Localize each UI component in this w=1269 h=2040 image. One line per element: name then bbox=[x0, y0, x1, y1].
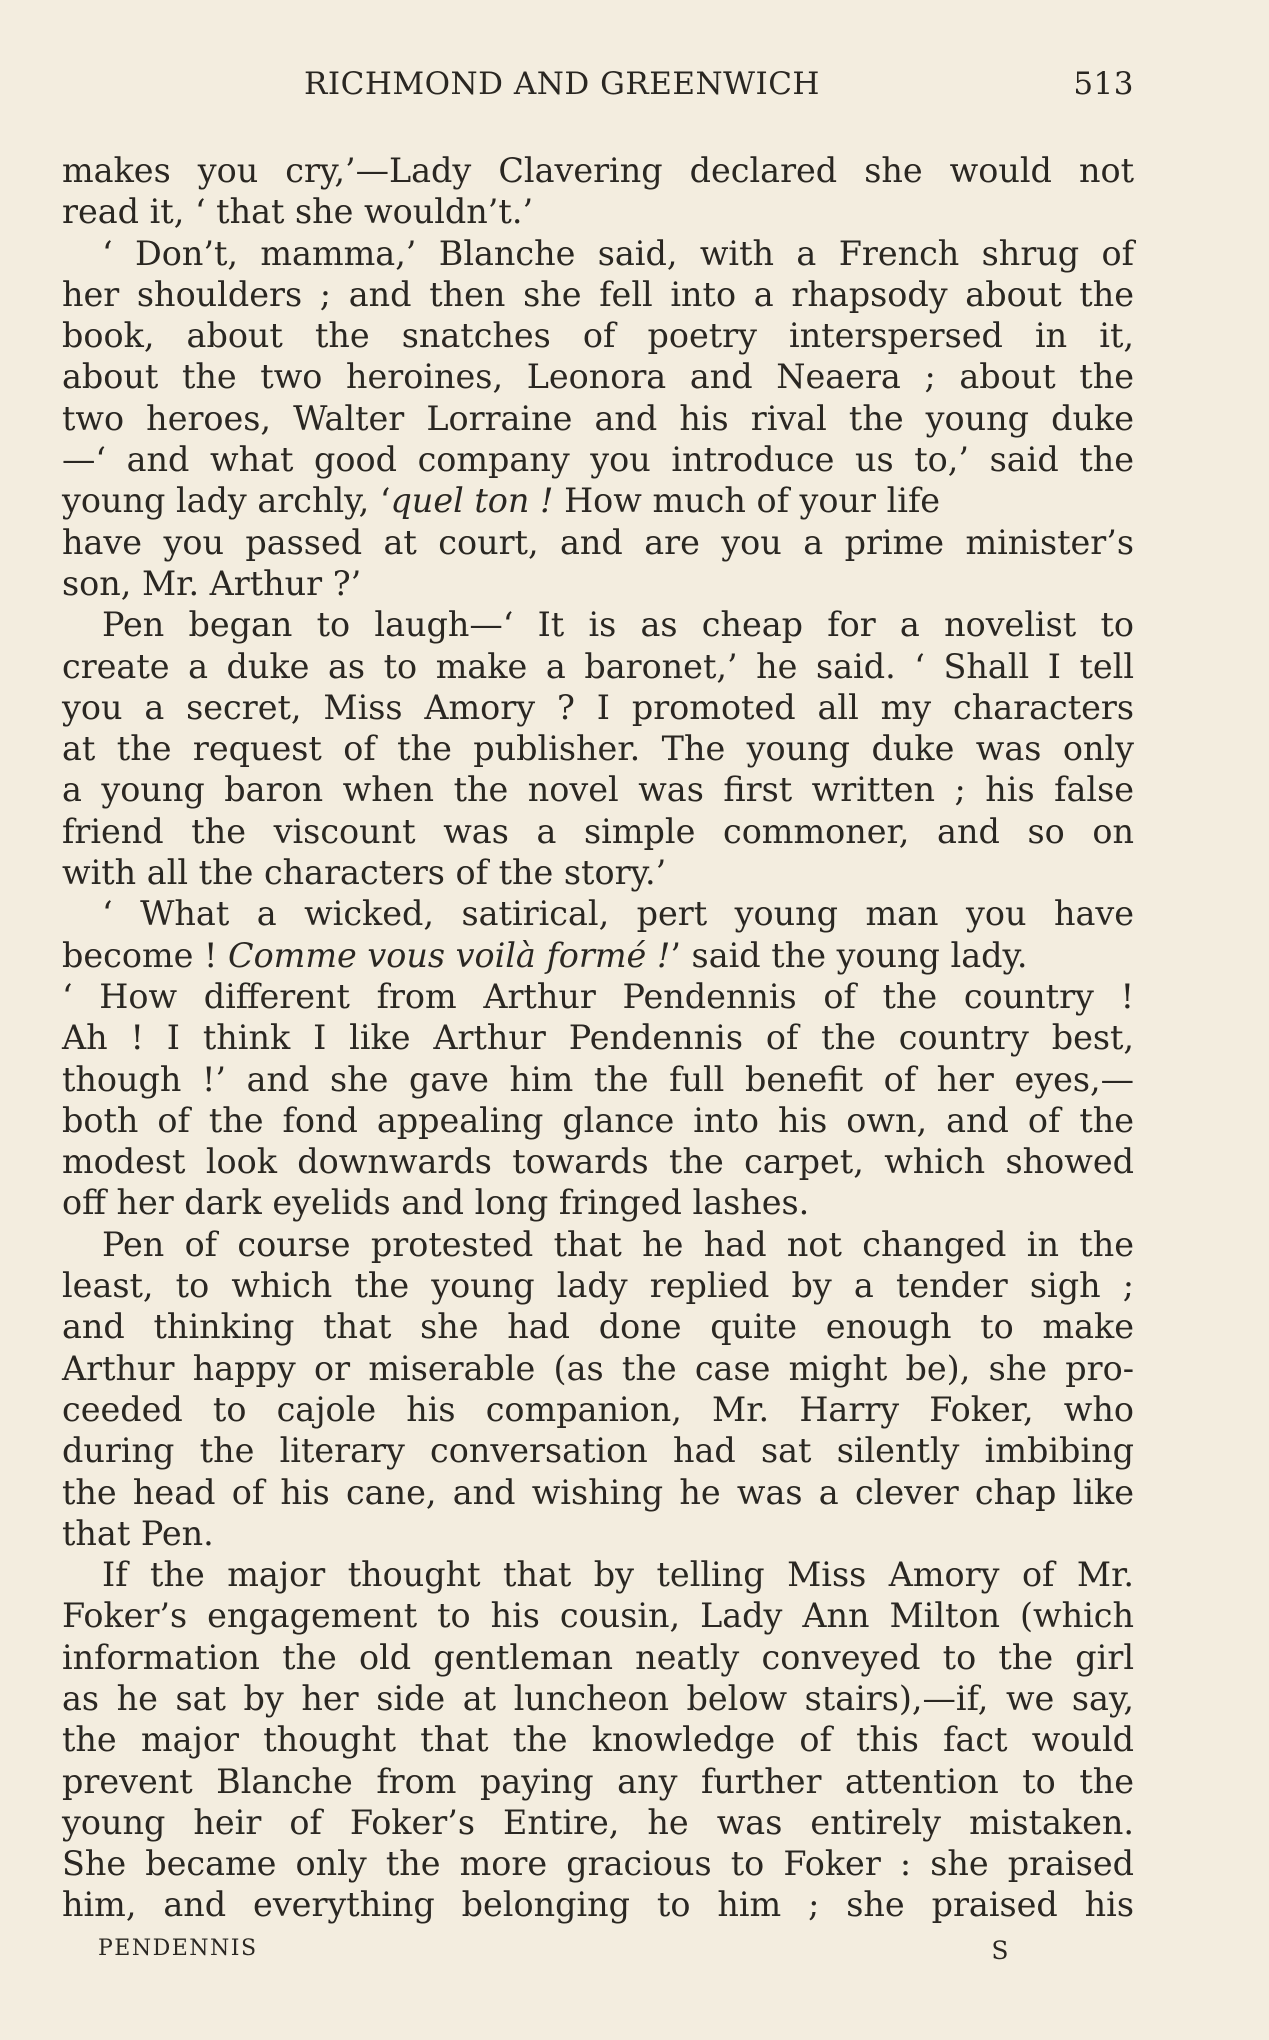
text-line: son, Mr. Arthur ?’ bbox=[62, 563, 362, 603]
italic-phrase: quel ton ! bbox=[390, 481, 554, 521]
text-line: Pen of course protested that he had not changed in the bbox=[102, 1224, 1134, 1264]
text-line: prevent Blanche from paying any further attention to the bbox=[62, 1761, 1134, 1801]
text-line: her shoulders ; and then she fell into a rhapsody about the bbox=[62, 274, 1134, 314]
text-line: Arthur happy or miserable (as the case might be), she pro- bbox=[62, 1348, 1134, 1388]
text-line: If the major thought that by telling Miss Amory of Mr. bbox=[102, 1555, 1134, 1595]
text-line: ‘ What a wicked, satirical, pert young man you have bbox=[102, 894, 1134, 934]
text-line: though !’ and she gave him the full benefit of her eyes,— bbox=[62, 1059, 1134, 1099]
text-line: ‘ Don’t, mamma,’ Blanche said, with a French shrug of bbox=[102, 233, 1134, 273]
text-line: a young baron when the novel was first written ; his false bbox=[62, 770, 1134, 810]
text-line: makes you cry,’—Lady Clavering declared she would not bbox=[62, 151, 1134, 190]
text-line: as he sat by her side at luncheon below stairs),—if, we say, bbox=[62, 1678, 1134, 1718]
text-line: and thinking that she had done quite enough to make bbox=[62, 1307, 1134, 1347]
text-line: Foker’s engagement to his cousin, Lady Ann Milton (which bbox=[62, 1596, 1134, 1636]
text-line: about the two heroines, Leonora and Neaera ; about the bbox=[62, 357, 1134, 397]
text-line: with all the characters of the story.’ bbox=[62, 853, 667, 893]
text-line: Pen began to laugh—‘ It is as cheap for a novelist to bbox=[102, 605, 1134, 645]
text-line: have you passed at court, and are you a prime minister’s bbox=[62, 522, 1134, 562]
text-line: modest look downwards towards the carpet, which showed bbox=[62, 1142, 1134, 1182]
text-line: information the old gentleman neatly conveyed to the girl bbox=[62, 1637, 1134, 1677]
text-segment: become ! bbox=[62, 935, 218, 975]
footer-book-title: PENDENNIS bbox=[98, 1936, 258, 1961]
text-segment: young lady archly, ‘ bbox=[62, 481, 391, 521]
text-line: least, to which the young lady replied by a tender sigh ; bbox=[62, 1266, 1134, 1306]
text-line: Ah ! I think I like Arthur Pendennis of the country best, bbox=[62, 1018, 1134, 1058]
text-line: both of the fond appealing glance into his own, and of the bbox=[62, 1100, 1134, 1140]
running-title: RICHMOND AND GREENWICH bbox=[304, 66, 820, 102]
text-line: She became only the more gracious to Foker : she praised bbox=[62, 1844, 1134, 1884]
running-head bbox=[62, 66, 1134, 106]
text-line: book, about the snatches of poetry interspersed in it, bbox=[62, 316, 1134, 356]
text-line: create a duke as to make a baronet,’ he said. ‘ Shall I tell bbox=[62, 646, 1134, 686]
italic-phrase: Comme vous voilà formé ! bbox=[228, 935, 671, 975]
text-line: him, and everything belonging to him ; she praised his bbox=[62, 1885, 1134, 1925]
text-line: read it, ‘ that she wouldn’t.’ bbox=[62, 192, 534, 232]
page-number: 513 bbox=[1073, 66, 1134, 102]
text-line: friend the viscount was a simple commoner, and so on bbox=[62, 811, 1134, 851]
page-footer bbox=[98, 1936, 1010, 1965]
text-line: off her dark eyelids and long fringed lashes. bbox=[62, 1183, 810, 1223]
text-line: the major thought that the knowledge of this fact would bbox=[62, 1720, 1134, 1760]
text-segment: How much of your life bbox=[564, 481, 941, 521]
text-line bbox=[62, 935, 1134, 976]
body-text bbox=[62, 150, 1134, 1926]
text-line: ceeded to cajole his companion, Mr. Harry Foker, who bbox=[62, 1389, 1134, 1429]
text-line: ‘ How different from Arthur Pendennis of the country ! bbox=[62, 976, 1134, 1016]
text-line: that Pen. bbox=[62, 1513, 214, 1553]
text-line: —‘ and what good company you introduce us to,’ said the bbox=[62, 440, 1134, 480]
text-line: two heroes, Walter Lorraine and his rival the young duke bbox=[62, 398, 1134, 438]
text-segment: ’ said the young lady. bbox=[670, 935, 1028, 975]
text-line: young heir of Foker’s Entire, he was entirely mistaken. bbox=[62, 1802, 1134, 1842]
text-line: at the request of the publisher. The young duke was only bbox=[62, 729, 1134, 769]
text-line: you a secret, Miss Amory ? I promoted all my characters bbox=[62, 687, 1134, 727]
text-line: during the literary conversation had sat silently imbibing bbox=[62, 1431, 1134, 1471]
text-line: the head of his cane, and wishing he was a clever chap like bbox=[62, 1472, 1134, 1512]
signature-mark: S bbox=[991, 1936, 1010, 1965]
text-line bbox=[62, 480, 1134, 521]
